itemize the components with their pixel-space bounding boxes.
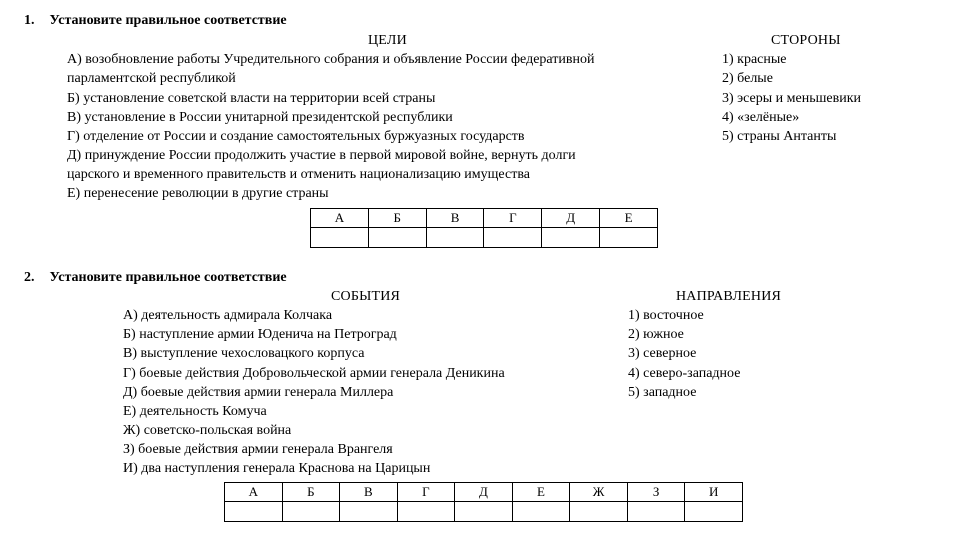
answer-cell[interactable] (455, 502, 513, 522)
list-item: В) установление в России унитарной президентской республики (67, 110, 453, 125)
list-item: З) боевые действия армии генерала Врангеля (123, 442, 393, 457)
table-answer-row (311, 228, 658, 248)
answer-cell[interactable] (311, 228, 369, 248)
answer-cell[interactable] (368, 228, 426, 248)
list-item: А) возобновление работы Учредительного собрания и объявление России федеративной (67, 52, 595, 67)
table-header-cell: Б (368, 209, 426, 228)
table-header-cell: Г (484, 209, 542, 228)
list-item: Е) перенесение революции в другие страны (67, 186, 329, 201)
table-header-cell: З (627, 483, 685, 502)
list-item: парламентской республикой (67, 71, 236, 86)
task-1-title: Установите правильное соответствие (49, 13, 287, 28)
task-1-answer-table (310, 208, 658, 248)
answer-cell[interactable] (397, 502, 455, 522)
table-header-cell: Д (455, 483, 513, 502)
answer-cell[interactable] (225, 502, 283, 522)
list-item: Д) принуждение России продолжить участие в первой мировой войне, вернуть долги (67, 148, 576, 163)
table-header-cell: А (225, 483, 283, 502)
table-header-cell: В (340, 483, 398, 502)
list-item: 3) эсеры и меньшевики (722, 91, 862, 106)
list-item: Г) боевые действия Добровольческой армии генерала Деникина (123, 366, 505, 381)
table-header-cell: Б (282, 483, 340, 502)
list-item: Д) боевые действия армии генерала Миллера (123, 385, 394, 400)
table-header-row (311, 209, 658, 228)
table-answer-row (225, 502, 743, 522)
list-item: 1) восточное (628, 308, 704, 323)
list-item: царского и временного правительств и отменить национализацию имущества (67, 167, 530, 182)
list-item: И) два наступления генерала Краснова на Царицын (123, 461, 431, 476)
table-header-cell: Е (600, 209, 658, 228)
list-item: Б) наступление армии Юденича на Петроград (123, 327, 397, 342)
task-2-events-header: СОБЫТИЯ (331, 289, 401, 304)
table-header-cell: Ж (570, 483, 628, 502)
list-item: В) выступление чехословацкого корпуса (123, 346, 365, 361)
answer-cell[interactable] (542, 228, 600, 248)
list-item: Ж) советско-польская война (123, 423, 292, 438)
table-header-cell: А (311, 209, 369, 228)
answer-cell[interactable] (512, 502, 570, 522)
list-item: 4) северо-западное (628, 366, 741, 381)
table-header-cell: В (426, 209, 484, 228)
task-2-number: 2. (24, 270, 35, 285)
task-2-directions-header: НАПРАВЛЕНИЯ (676, 289, 782, 304)
list-item: 5) западное (628, 385, 697, 400)
answer-cell[interactable] (600, 228, 658, 248)
table-header-row (225, 483, 743, 502)
list-item: Г) отделение от России и создание самостоятельных буржуазных государств (67, 129, 525, 144)
task-2-heading (24, 270, 287, 286)
list-item: 2) белые (722, 71, 773, 86)
answer-cell[interactable] (570, 502, 628, 522)
table-header-cell: Д (542, 209, 600, 228)
list-item: 4) «зелёные» (722, 110, 800, 125)
answer-cell[interactable] (627, 502, 685, 522)
task-1-goals-header: ЦЕЛИ (368, 33, 407, 48)
table-header-cell: Е (512, 483, 570, 502)
task-2-answer-table (224, 482, 743, 522)
list-item: Б) установление советской власти на территории всей страны (67, 91, 436, 106)
table-header-cell: И (685, 483, 743, 502)
answer-cell[interactable] (340, 502, 398, 522)
list-item: 2) южное (628, 327, 684, 342)
list-item: А) деятельность адмирала Колчака (123, 308, 333, 323)
list-item: Е) деятельность Комуча (123, 404, 267, 419)
table-header-cell: Г (397, 483, 455, 502)
answer-cell[interactable] (282, 502, 340, 522)
list-item: 5) страны Антанты (722, 129, 837, 144)
answer-cell[interactable] (685, 502, 743, 522)
answer-cell[interactable] (426, 228, 484, 248)
list-item: 1) красные (722, 52, 787, 67)
task-1-heading (24, 13, 287, 29)
answer-cell[interactable] (484, 228, 542, 248)
task-1-number: 1. (24, 13, 35, 28)
task-1-sides-header: СТОРОНЫ (771, 33, 841, 48)
task-2-title: Установите правильное соответствие (49, 270, 287, 285)
list-item: 3) северное (628, 346, 697, 361)
